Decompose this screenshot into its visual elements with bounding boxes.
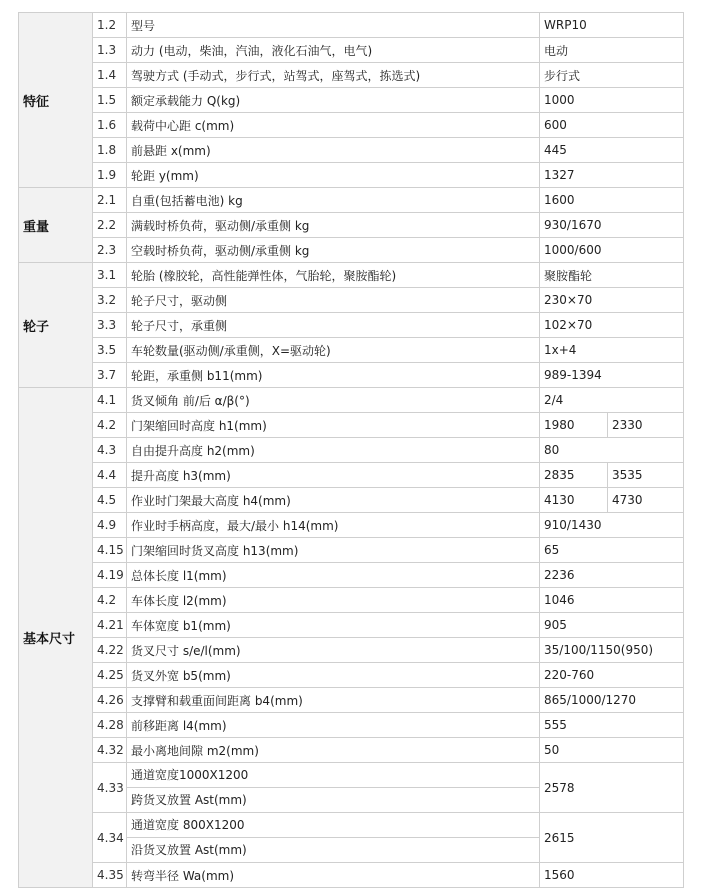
item-code: 4.25: [93, 663, 127, 688]
item-value: 1560: [540, 863, 684, 888]
category-label: 重量: [19, 188, 93, 263]
item-code: 1.8: [93, 138, 127, 163]
item-value: 1000/600: [540, 238, 684, 263]
spec-row: [19, 638, 684, 663]
item-code: 3.2: [93, 288, 127, 313]
item-description: 动力 (电动，柴油，汽油，液化石油气，电气): [127, 38, 540, 63]
item-value-alt: 4730: [608, 488, 684, 513]
spec-row: [19, 563, 684, 588]
spec-row: [19, 288, 684, 313]
item-value: 930/1670: [540, 213, 684, 238]
item-value: 80: [540, 438, 684, 463]
spec-row: [19, 163, 684, 188]
item-code: 4.21: [93, 613, 127, 638]
spec-row: [19, 313, 684, 338]
item-description: [127, 763, 540, 813]
spec-row: [19, 688, 684, 713]
item-value: 445: [540, 138, 684, 163]
item-value: 2/4: [540, 388, 684, 413]
item-description: 轮子尺寸，驱动侧: [127, 288, 540, 313]
spec-row: [19, 63, 684, 88]
spec-row: [19, 488, 684, 513]
spec-row: [19, 413, 684, 438]
item-description: 轮距 y(mm): [127, 163, 540, 188]
spec-row: [19, 763, 684, 813]
item-description: 门架缩回时货叉高度 h13(mm): [127, 538, 540, 563]
item-value: 905: [540, 613, 684, 638]
item-description-line1: 通道宽度 800X1200: [127, 813, 539, 838]
category-label: 基本尺寸: [19, 388, 93, 888]
item-code: 2.3: [93, 238, 127, 263]
item-description: 作业时手柄高度，最大/最小 h14(mm): [127, 513, 540, 538]
item-description: 额定承载能力 Q(kg): [127, 88, 540, 113]
item-value: 1980: [540, 413, 608, 438]
item-value-alt: 2330: [608, 413, 684, 438]
item-code: 4.33: [93, 763, 127, 813]
item-description-line1: 通道宽度1000X1200: [127, 763, 539, 788]
item-code: 4.34: [93, 813, 127, 863]
item-value: 1x+4: [540, 338, 684, 363]
item-value: 220-760: [540, 663, 684, 688]
spec-row: [19, 538, 684, 563]
item-code: 4.9: [93, 513, 127, 538]
item-description-line2: 沿货叉放置 Ast(mm): [131, 843, 247, 857]
item-value: 989-1394: [540, 363, 684, 388]
item-value: 35/100/1150(950): [540, 638, 684, 663]
spec-row: [19, 613, 684, 638]
item-value: 2236: [540, 563, 684, 588]
spec-row: [19, 738, 684, 763]
spec-row: [19, 363, 684, 388]
item-code: 4.3: [93, 438, 127, 463]
item-description: 车体长度 l2(mm): [127, 588, 540, 613]
item-value: 步行式: [540, 63, 684, 88]
item-code: 4.15: [93, 538, 127, 563]
item-description: 最小离地间隙 m2(mm): [127, 738, 540, 763]
item-description: 自由提升高度 h2(mm): [127, 438, 540, 463]
item-code: 3.5: [93, 338, 127, 363]
spec-row: [19, 513, 684, 538]
item-description: 型号: [127, 13, 540, 38]
spec-row: [19, 863, 684, 888]
item-code: 3.3: [93, 313, 127, 338]
item-value-alt: 3535: [608, 463, 684, 488]
item-description: 自重(包括蓄电池) kg: [127, 188, 540, 213]
spec-row: [19, 813, 684, 863]
item-description: 总体长度 l1(mm): [127, 563, 540, 588]
item-code: 4.22: [93, 638, 127, 663]
item-code: 4.4: [93, 463, 127, 488]
item-code: 3.1: [93, 263, 127, 288]
item-value: 555: [540, 713, 684, 738]
item-description: 支撑臂和载重面间距离 b4(mm): [127, 688, 540, 713]
spec-row: [19, 338, 684, 363]
item-value: 230×70: [540, 288, 684, 313]
item-value: 910/1430: [540, 513, 684, 538]
item-code: 4.35: [93, 863, 127, 888]
item-value: 2578: [540, 763, 684, 813]
item-value: 865/1000/1270: [540, 688, 684, 713]
spec-row: [19, 388, 684, 413]
item-code: 3.7: [93, 363, 127, 388]
item-description: 车轮数量(驱动侧/承重侧，X=驱动轮): [127, 338, 540, 363]
category-label: 特征: [19, 13, 93, 188]
item-description: 门架缩回时高度 h1(mm): [127, 413, 540, 438]
item-code: 4.2: [93, 588, 127, 613]
item-value: 102×70: [540, 313, 684, 338]
spec-table: [18, 12, 684, 888]
item-code: 4.1: [93, 388, 127, 413]
item-value: 2615: [540, 813, 684, 863]
item-value: 600: [540, 113, 684, 138]
item-code: 2.1: [93, 188, 127, 213]
item-value: 1046: [540, 588, 684, 613]
item-code: 1.4: [93, 63, 127, 88]
item-description: 货叉尺寸 s/e/l(mm): [127, 638, 540, 663]
spec-table-body: [19, 13, 684, 888]
item-description: 轮胎 (橡胶轮，高性能弹性体，气胎轮，聚胺酯轮): [127, 263, 540, 288]
item-description: 轮子尺寸，承重侧: [127, 313, 540, 338]
spec-row: [19, 38, 684, 63]
item-code: 4.2: [93, 413, 127, 438]
item-code: 4.5: [93, 488, 127, 513]
item-description: 货叉倾角 前/后 α/β(°): [127, 388, 540, 413]
item-value: 2835: [540, 463, 608, 488]
item-value: 电动: [540, 38, 684, 63]
item-description: 提升高度 h3(mm): [127, 463, 540, 488]
item-code: 4.28: [93, 713, 127, 738]
item-value: 65: [540, 538, 684, 563]
item-value: WRP10: [540, 13, 684, 38]
item-description: 空载时桥负荷，驱动侧/承重侧 kg: [127, 238, 540, 263]
spec-row: [19, 113, 684, 138]
spec-row: [19, 213, 684, 238]
item-code: 4.26: [93, 688, 127, 713]
item-description: 前悬距 x(mm): [127, 138, 540, 163]
item-value: 1600: [540, 188, 684, 213]
spec-row: [19, 263, 684, 288]
item-code: 4.32: [93, 738, 127, 763]
item-description: 载荷中心距 c(mm): [127, 113, 540, 138]
item-description: 轮距，承重侧 b11(mm): [127, 363, 540, 388]
item-description: 驾驶方式 (手动式，步行式，站驾式，座驾式，拣选式): [127, 63, 540, 88]
item-description: 作业时门架最大高度 h4(mm): [127, 488, 540, 513]
item-code: 1.6: [93, 113, 127, 138]
spec-row: [19, 663, 684, 688]
item-description: [127, 813, 540, 863]
item-description: 前移距离 l4(mm): [127, 713, 540, 738]
item-description: 货叉外宽 b5(mm): [127, 663, 540, 688]
item-value: 50: [540, 738, 684, 763]
category-label: 轮子: [19, 263, 93, 388]
item-code: 1.2: [93, 13, 127, 38]
item-code: 4.19: [93, 563, 127, 588]
item-value: 聚胺酯轮: [540, 263, 684, 288]
item-code: 1.5: [93, 88, 127, 113]
spec-row: [19, 88, 684, 113]
spec-row: [19, 438, 684, 463]
item-code: 2.2: [93, 213, 127, 238]
spec-row: [19, 463, 684, 488]
item-code: 1.3: [93, 38, 127, 63]
item-description: 转弯半径 Wa(mm): [127, 863, 540, 888]
item-description: 满载时桥负荷，驱动侧/承重侧 kg: [127, 213, 540, 238]
item-code: 1.9: [93, 163, 127, 188]
spec-row: [19, 138, 684, 163]
spec-row: [19, 13, 684, 38]
item-value: 4130: [540, 488, 608, 513]
item-value: 1000: [540, 88, 684, 113]
spec-row: [19, 588, 684, 613]
item-description-line2: 跨货叉放置 Ast(mm): [131, 793, 247, 807]
spec-row: [19, 238, 684, 263]
spec-row: [19, 713, 684, 738]
spec-row: [19, 188, 684, 213]
item-value: 1327: [540, 163, 684, 188]
item-description: 车体宽度 b1(mm): [127, 613, 540, 638]
